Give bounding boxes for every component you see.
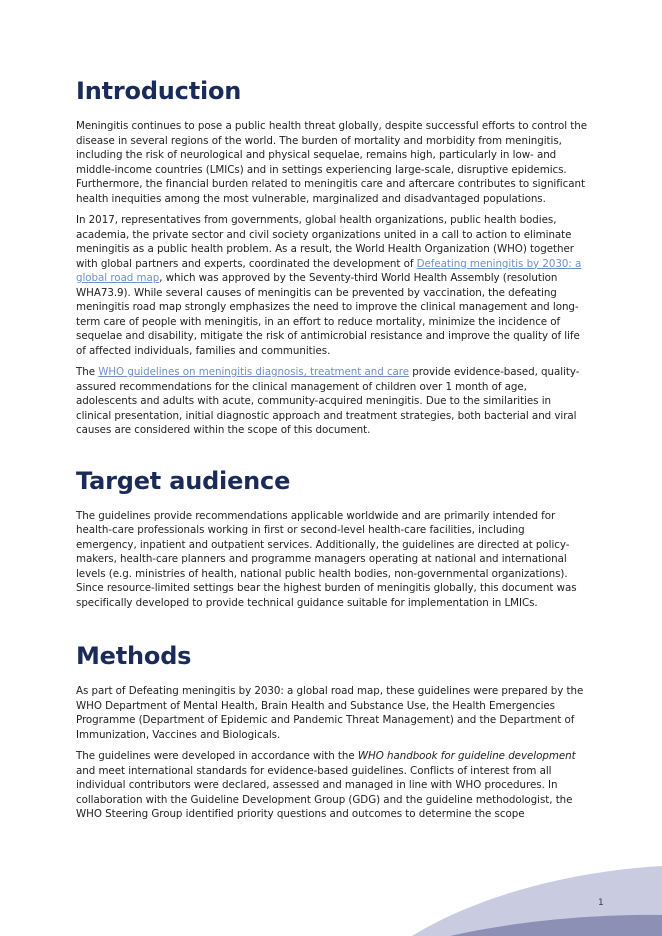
audience-paragraph-1: The guidelines provide recommendations applicable worldwide and are primarily intended for health-care professionals working in first or second-level health-care facilities, including emergency, inpatient and outpatient services. Additionally, the guidelines are directed at policy-makers, health-care planners and programme managers operating at national and international levels (e.g. ministries of health, national public health bodies, non-governmental organizations). Since resource-limited settings bear the highest burden of meningitis globally, this document was specifically developed to provide technical guidance suitable for implementation in LMICs. xyxy=(76,509,577,609)
defeating-meningitis-roadmap-link[interactable]: Defeating meningitis by 2030: a global road map xyxy=(76,257,582,284)
intro-p3-text-after: provide evidence-based, quality-assured recommendations for the clinical management of children over 1 month of age, adolescents and adults with acute, community-acquired meningitis. Due to the similarities in clinical presentation, initial diagnostic approach and treatment strategies, both bacterial and viral causes are considered within the scope of this document. xyxy=(76,366,580,436)
introduction-heading: Introduction xyxy=(76,77,242,105)
page-number: 1 xyxy=(598,898,604,908)
intro-paragraph-1: Meningitis continues to pose a public health threat globally, despite successful efforts to control the disease in several regions of the world. The burden of mortality and morbidity from meningitis, including the risk of neurological and physical sequelae, remains high, particularly in low- and middle-income countries (LMICs) and in settings experiencing large-scale, disruptive epidemics. Furthermore, the financial burden related to meningitis care and aftercare contributes to significant health inequities among the most vulnerable, marginalized and disadvantaged populations. xyxy=(76,120,587,205)
methods-p2-text-before: The guidelines were developed in accordance with the xyxy=(76,750,358,762)
who-handbook-title: WHO handbook for guideline development xyxy=(357,750,576,762)
methods-paragraph-1: As part of Defeating meningitis by 2030: a global road map, these guidelines were prepared by the WHO Department of Mental Health, Brain Health and Substance Use, the Health Emergencies Programme (Department of Epidemic and Pandemic Threat Management) and the Department of Immunization, Vaccines and Biologicals. xyxy=(76,685,584,741)
methods-heading: Methods xyxy=(76,642,192,670)
intro-p2-text-after: , which was approved by the Seventy-third World Health Assembly (resolution WHA73.9). While several causes of meningitis can be prevented by vaccination, the defeating meningitis road map strongly emphasizes the need to improve the clinical management and long-term care of people with meningitis, in an effort to reduce mortality, minimize the incidence of sequelae and disability, mitigate the risk of antimicrobial resistance and improve the quality of life of affected individuals, families and communities. xyxy=(76,272,580,357)
intro-p2-text-before: In 2017, representatives from governments, global health organizations, public health bodies, academia, the private sector and civil society organizations united in a call to action to eliminate meningitis as a public health problem. As a result, the World Health Organization (WHO) together with global partners and experts, coordinated the development of xyxy=(76,214,574,270)
target-audience-heading: Target audience xyxy=(76,466,291,495)
methods-p2-text-after: and meet international standards for evidence-based guidelines. Conflicts of interest from all individual contributors were declared, assessed and managed in line with WHO procedures. In collaboration with the Guideline Development Group (GDG) and the guideline methodologist, the WHO Steering Group identified priority questions and outcomes to determine the scope xyxy=(76,764,573,820)
intro-p3-text-before: The xyxy=(76,366,99,378)
who-guidelines-link[interactable]: WHO guidelines on meningitis diagnosis, treatment and care xyxy=(98,366,410,378)
